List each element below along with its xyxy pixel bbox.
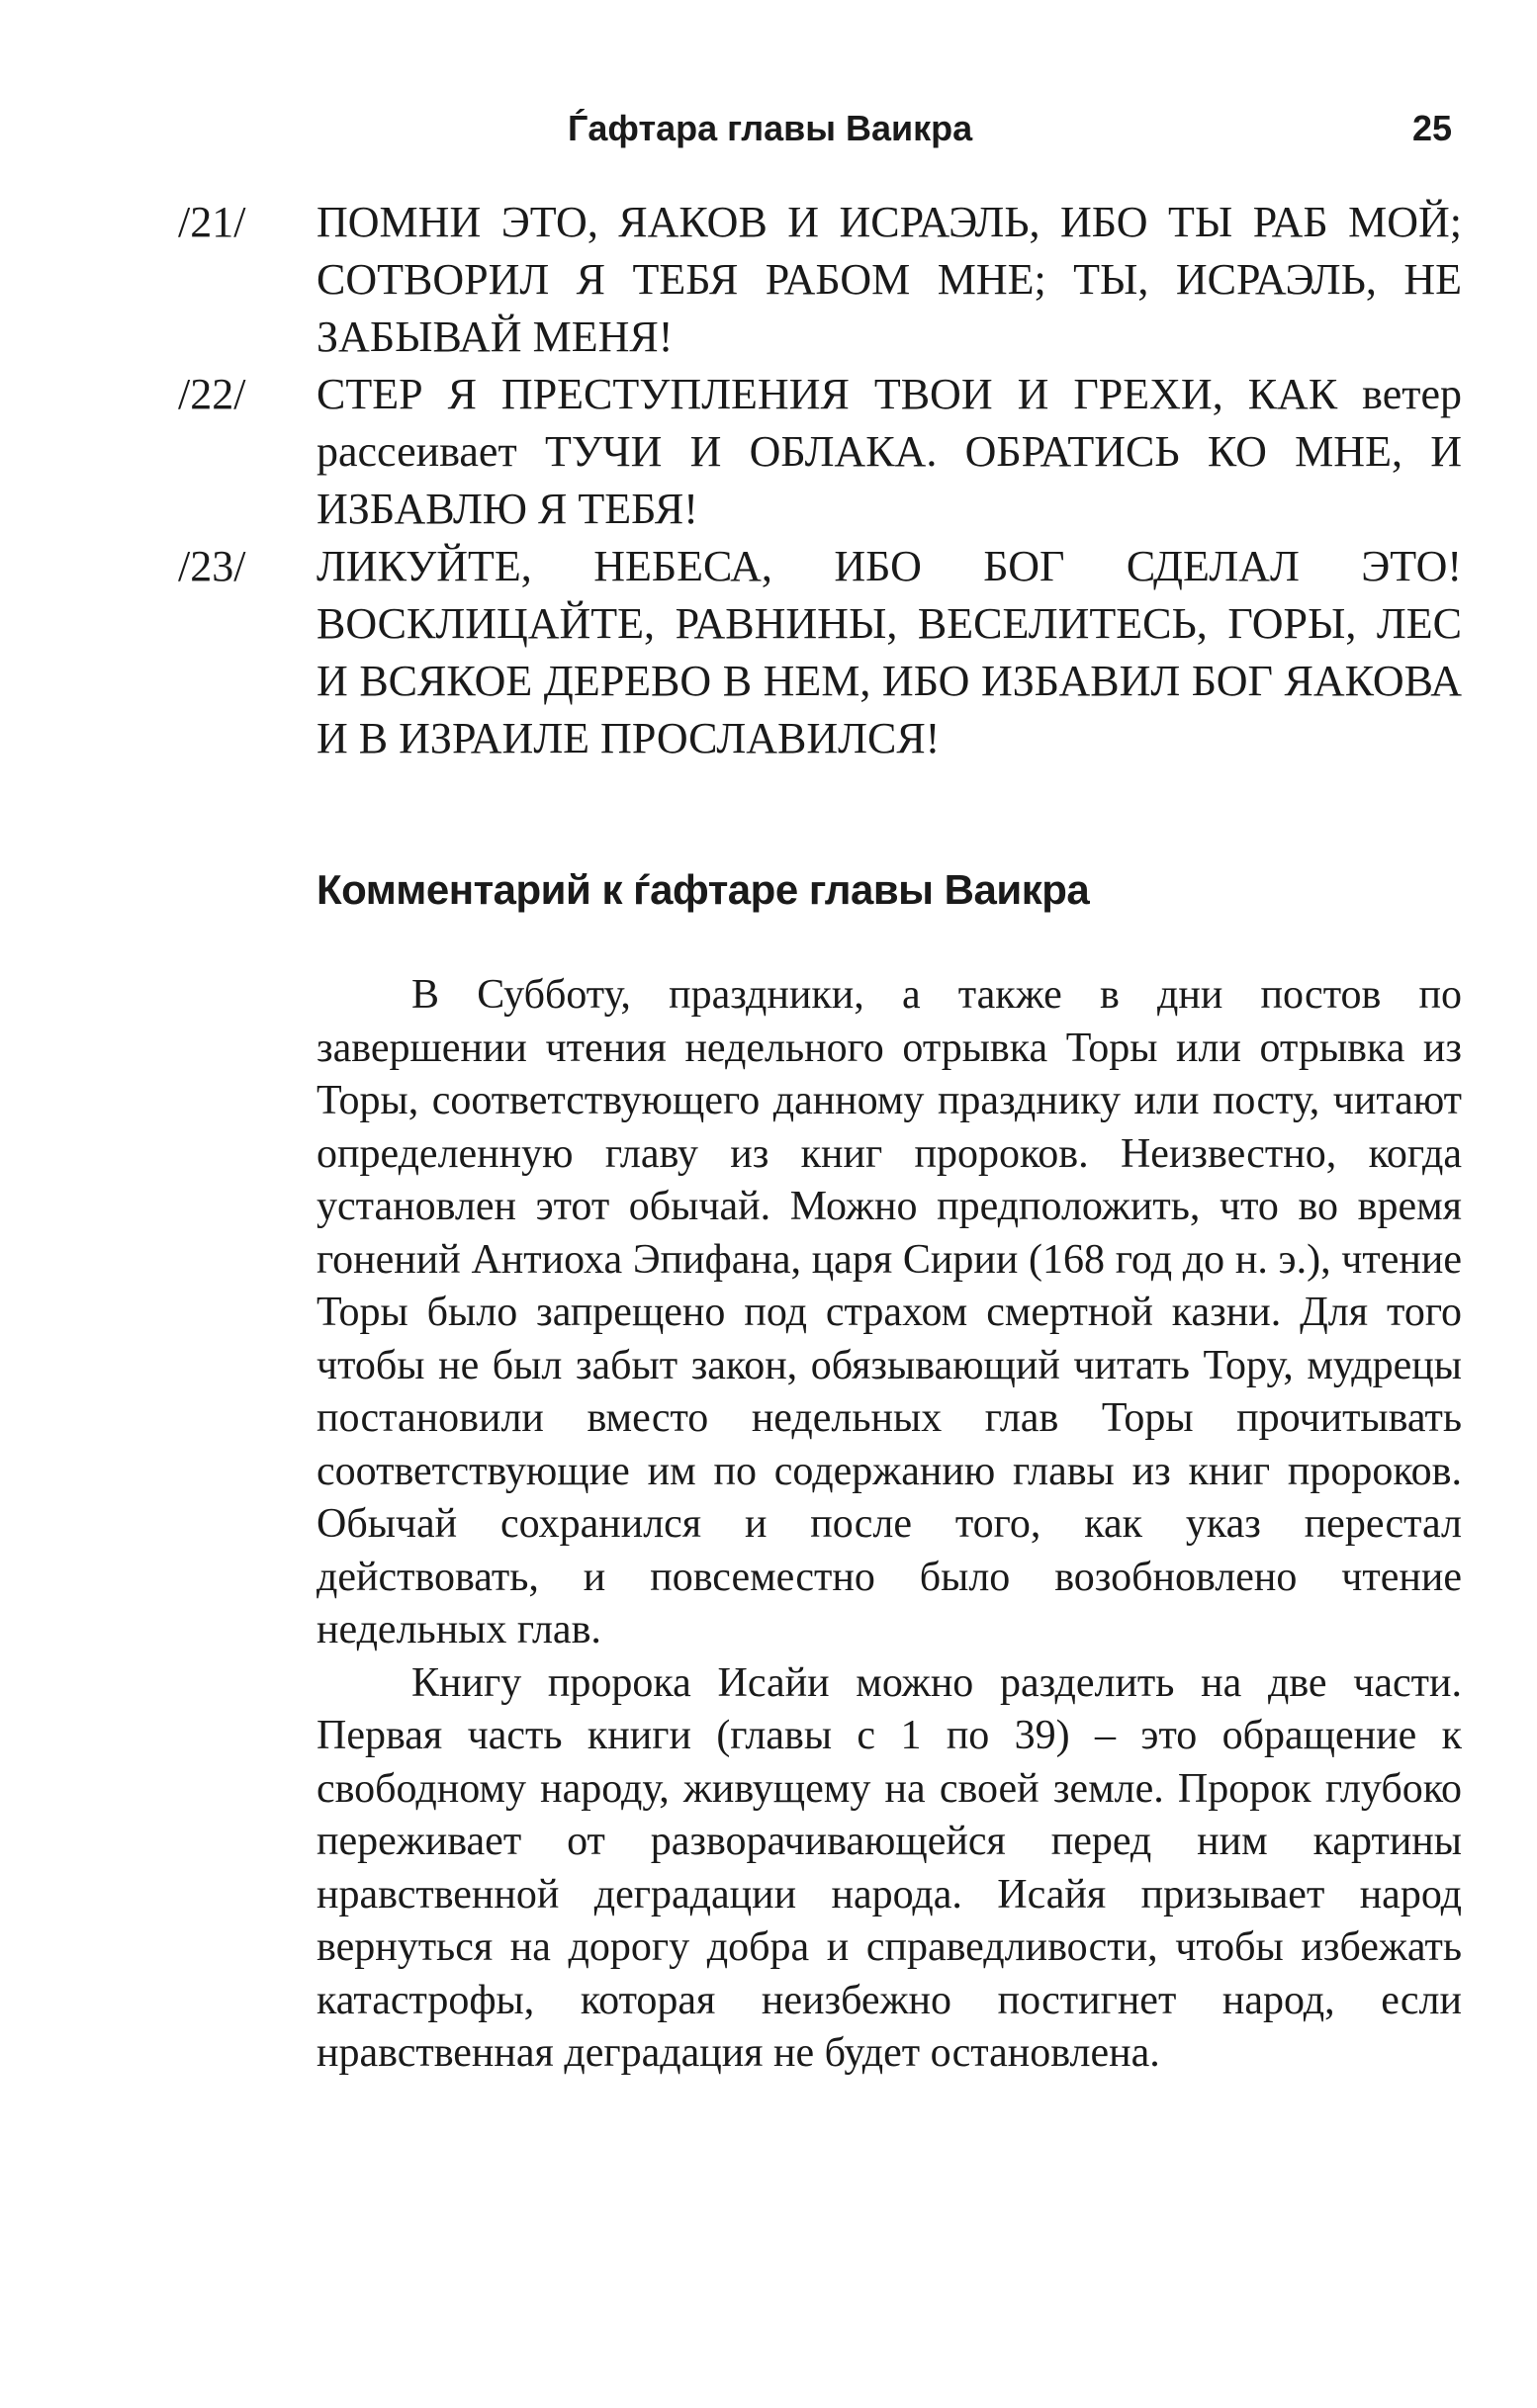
- commentary-heading: Комментарий к ѓафтаре главы Ваикра: [316, 866, 1090, 913]
- verse-number: /21/: [178, 198, 246, 246]
- running-title: Ѓафтара главы Ваикра: [568, 108, 973, 148]
- verse-text: СТЕР Я ПРЕСТУПЛЕНИЯ ТВОИ И ГРЕХИ, КАК ветер рассеивает ТУЧИ И ОБЛАКА. ОБРАТИСЬ КО МНЕ, И ИЗБАВЛЮ Я ТЕБЯ!: [316, 370, 1462, 533]
- running-header: [0, 99, 1537, 158]
- verse-number: /23/: [178, 542, 246, 590]
- commentary-body: [316, 969, 1462, 2081]
- commentary-paragraph: Книгу пророка Исайи можно разделить на две части. Первая часть книги (главы с 1 по 39) – это обращение к свободному народу, живущему на своей земле. Пророк глубоко переживает от разворачивающейся перед ним картины нравственной деградации народа. Исайя призывает народ вернуться на дорогу добра и справедливости, чтобы избежать катастрофы, которая неизбежно постигнет народ, если нравственная деградация не будет остановлена.: [316, 1659, 1462, 2076]
- verse-text: ПОМНИ ЭТО, ЯАКОВ И ИСРАЭЛЬ, ИБО ТЫ РАБ МОЙ; СОТВОРИЛ Я ТЕБЯ РАБОМ МНЕ; ТЫ, ИСРАЭЛЬ, НЕ ЗАБЫВАЙ МЕНЯ!: [316, 198, 1462, 361]
- verse-list: [0, 194, 1537, 767]
- verse-text: ЛИКУЙТЕ, НЕБЕСА, ИБО БОГ СДЕЛАЛ ЭТО! ВОСКЛИЦАЙТЕ, РАВНИНЫ, ВЕСЕЛИТЕСЬ, ГОРЫ, ЛЕС И ВСЯКОЕ ДЕРЕВО В НЕМ, ИБО ИЗБАВИЛ БОГ ЯАКОВА И В ИЗРАИЛЕ ПРОСЛАВИЛСЯ!: [316, 542, 1462, 762]
- verse-22: [0, 366, 1537, 538]
- verse-23: [0, 538, 1537, 767]
- page-number: 25: [1412, 108, 1453, 148]
- commentary-paragraph: В Субботу, праздники, а также в дни постов по завершении чтения недельного отрывка Торы или отрывка из Торы, соответствующего данному празднику или посту, читают определенную главу из книг пророков. Неизвестно, когда установлен этот обычай. Можно предположить, что во время гонений Антиоха Эпифана, царя Сирии (168 год до н. э.), чтение Торы было запрещено под страхом смертной казни. Для того чтобы не был забыт закон, обязывающий читать Тору, мудрецы постановили вместо недельных глав Торы прочитывать соответствующие им по содержанию главы из книг пророков. Обычай сохранился и после того, как указ перестал действовать, и повсеместно было возобновлено чтение недельных глав.: [316, 972, 1462, 1652]
- verse-21: [0, 194, 1537, 366]
- verse-number: /22/: [178, 370, 246, 418]
